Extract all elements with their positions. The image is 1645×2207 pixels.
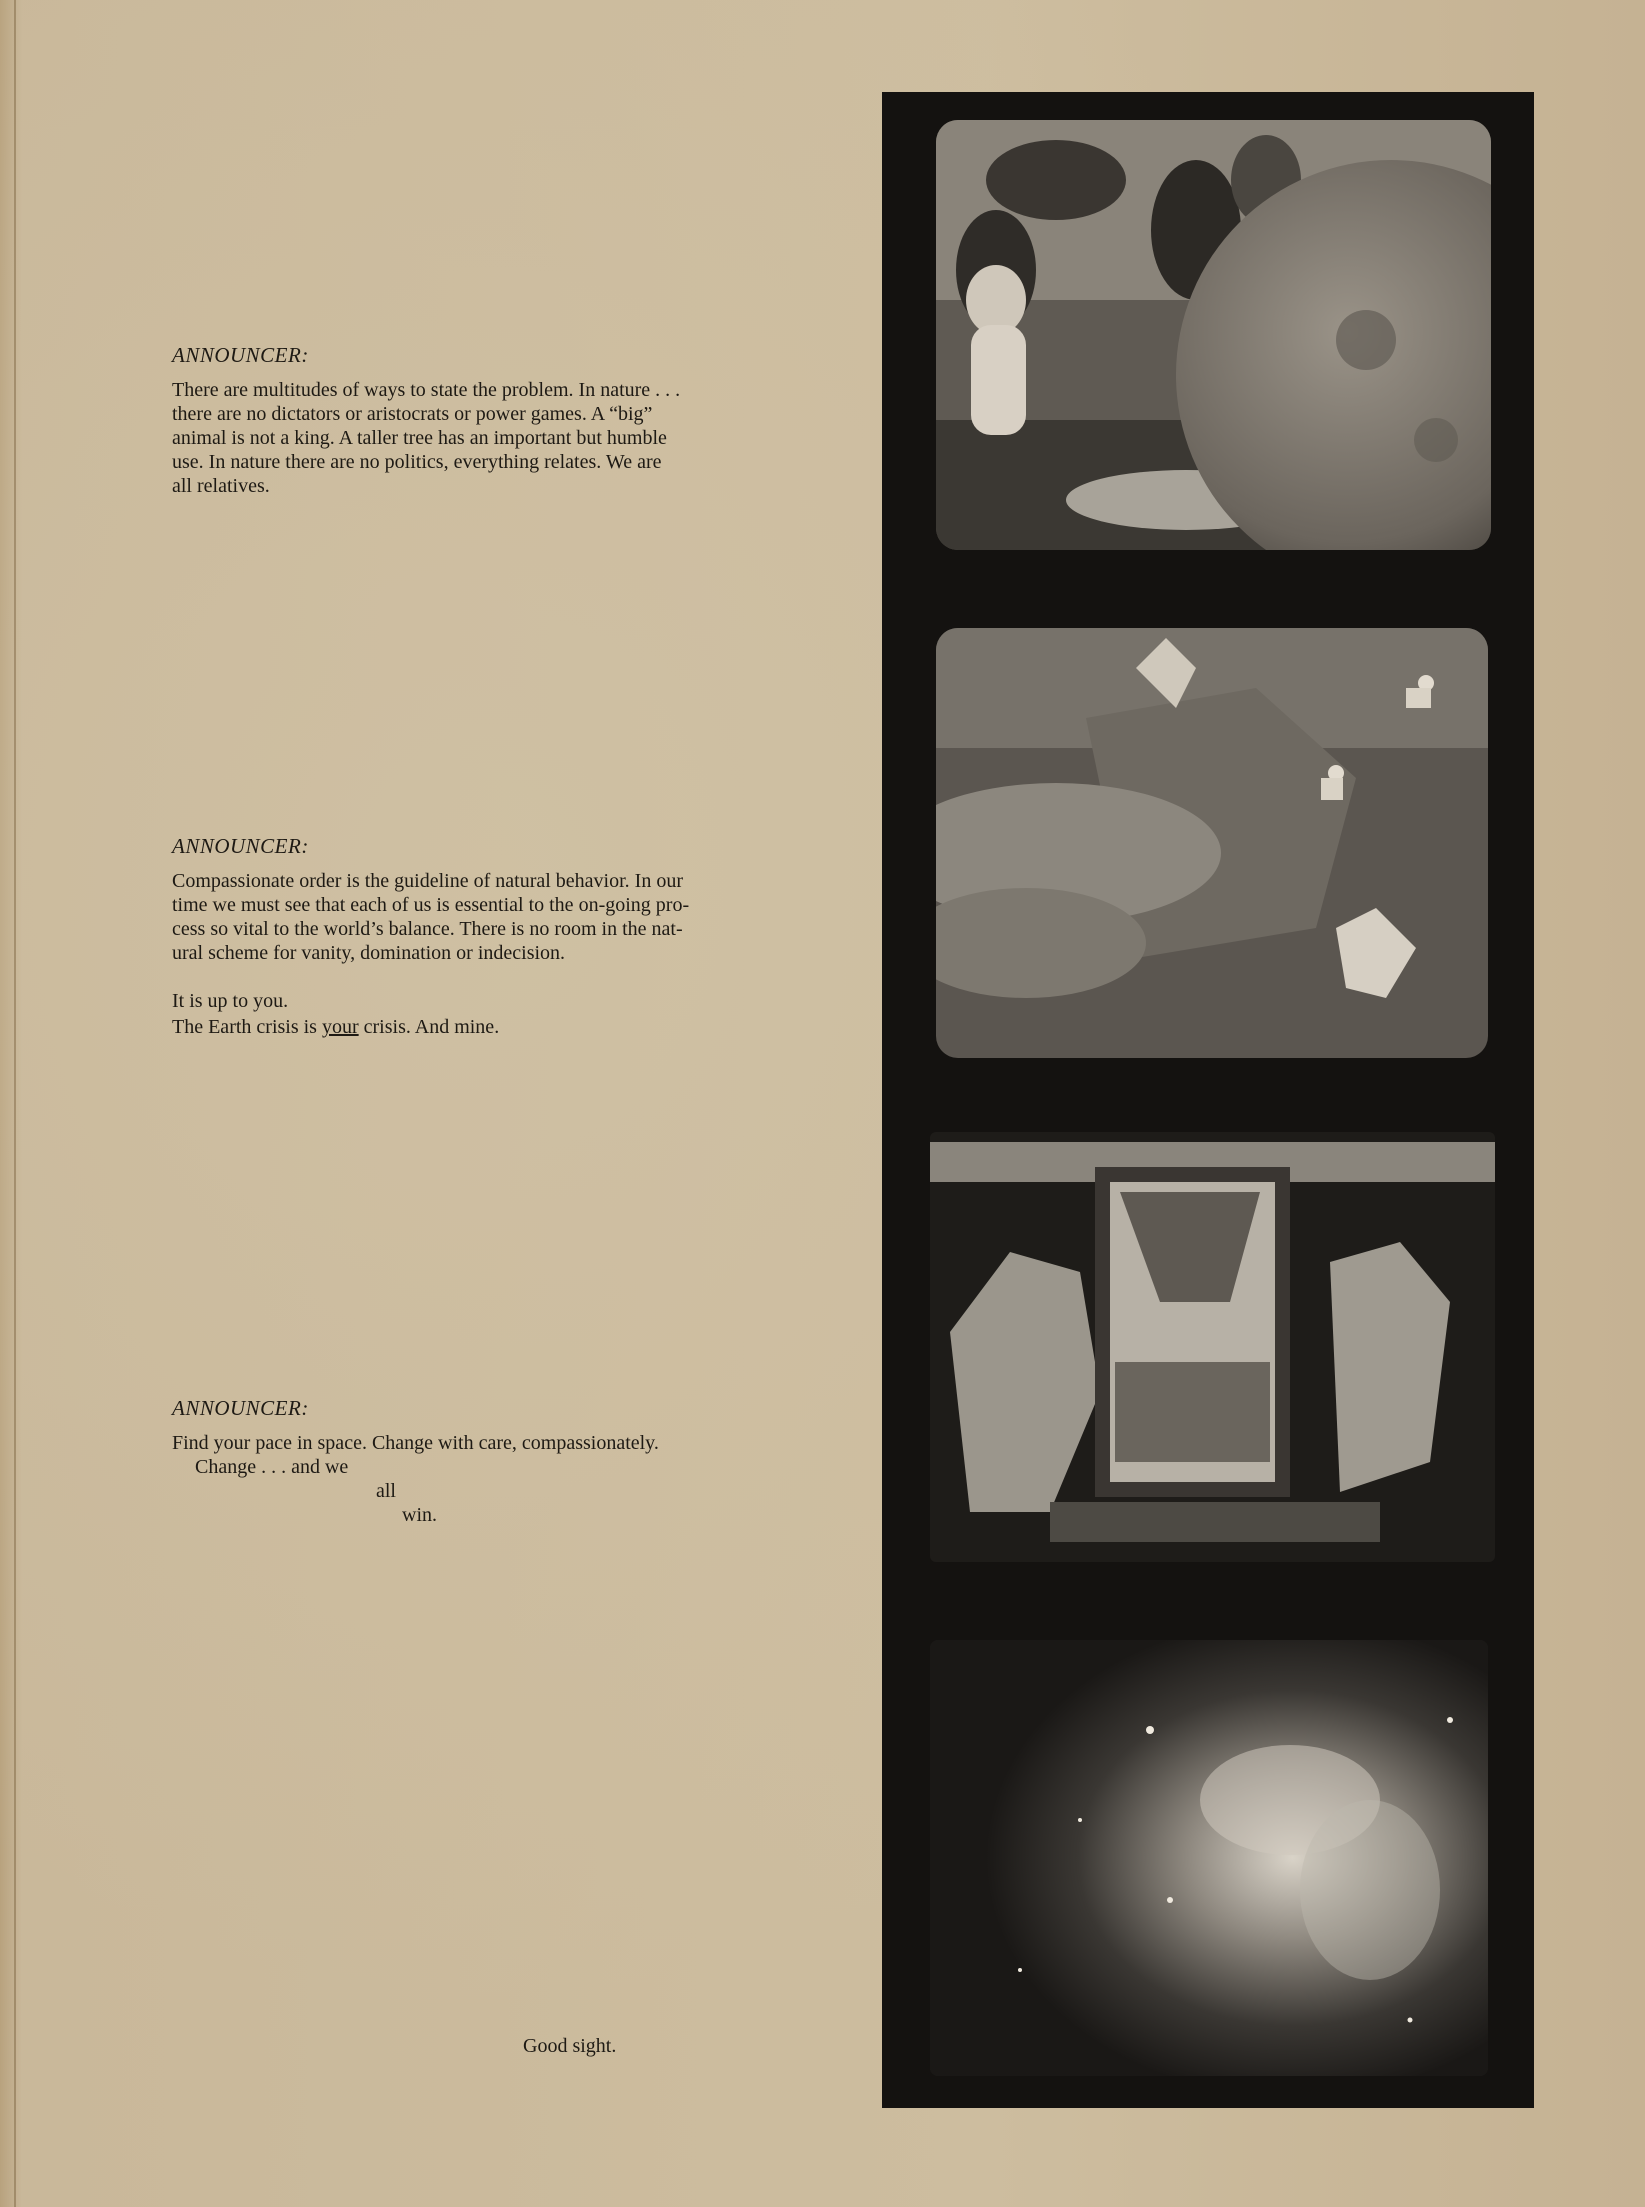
text-line: use. In nature there are no politics, everything relates. We are	[172, 451, 662, 473]
text-line: cess so vital to the world’s balance. There is no room in the nat-	[172, 918, 683, 940]
signoff: Good sight.	[523, 2035, 617, 2057]
doorway-collage-image	[930, 1132, 1495, 1562]
text-line: Compassionate order is the guideline of natural behavior. In our	[172, 870, 683, 892]
text-line: time we must see that each of us is essential to the on-going pro-	[172, 894, 690, 916]
speaker-label: ANNOUNCER:	[172, 834, 309, 858]
text-line: There are multitudes of ways to state the problem. In nature . . .	[172, 379, 681, 401]
text-line-win: win.	[402, 1504, 437, 1526]
speaker-label: ANNOUNCER:	[172, 1396, 309, 1420]
announcer-block-2	[172, 834, 772, 1039]
film-strip	[882, 92, 1534, 2108]
up-to-you-line: It is up to you.	[172, 990, 289, 1012]
text-line: there are no dictators or aristocrats or power games. A “big”	[172, 403, 653, 425]
announcer-block-3	[172, 1396, 772, 1527]
text-line-change: Change . . . and we	[195, 1456, 349, 1478]
earth-crisis-line	[172, 1015, 772, 1039]
text-line: all relatives.	[172, 475, 270, 497]
text-line: Find your pace in space. Change with care, compassionately.	[172, 1432, 659, 1454]
mushroom-collage-image	[936, 628, 1488, 1058]
text-line: animal is not a king. A taller tree has an important but humble	[172, 427, 667, 449]
crisis-text-after: crisis. And mine.	[358, 1016, 500, 1038]
collage-frame-mushrooms	[936, 628, 1488, 1058]
collage-frame-moon	[936, 120, 1491, 550]
text-line-all: all	[376, 1480, 396, 1502]
page-fold	[14, 0, 16, 2207]
announcer-block-1	[172, 343, 772, 498]
speaker-label: ANNOUNCER:	[172, 343, 309, 367]
collage-frame-doorway	[930, 1132, 1495, 1562]
moon-collage-image	[936, 120, 1491, 550]
crisis-text-before: The Earth crisis is	[172, 1016, 322, 1038]
text-line: ural scheme for vanity, domination or indecision.	[172, 942, 566, 964]
crisis-text-underlined: your	[321, 1016, 359, 1038]
collage-frame-nebula	[930, 1640, 1488, 2076]
nebula-image	[930, 1640, 1488, 2076]
